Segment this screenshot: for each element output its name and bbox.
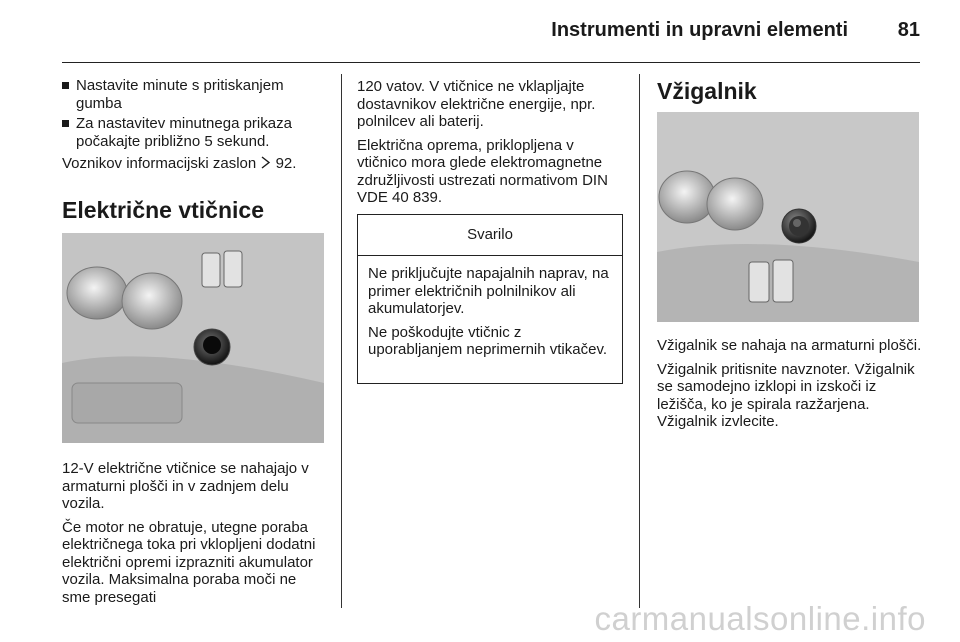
column-1-lower — [62, 460, 324, 606]
paragraph: Če motor ne obratuje, utegne poraba električnega toka pri vklopljeni dodatni električni opremi izprazniti akumulator vozila. Maksimalna poraba moči ne sme presegati — [62, 518, 316, 606]
bullet-text: Za nastavitev minutnega prikaza počakajte približno 5 sekund. — [76, 115, 292, 150]
column-2 — [357, 78, 625, 207]
column-divider — [639, 74, 640, 608]
watermark: carmanualsonline.info — [594, 600, 926, 637]
bullet-square-icon — [62, 82, 69, 89]
crossref-arrow-icon — [260, 156, 271, 174]
page-number: 81 — [897, 19, 920, 41]
warning-title: Svarilo — [358, 215, 622, 256]
paragraph: Električna oprema, priklopljena v vtičnico mora glede elektromagnetne združljivosti ustrezati normativom DIN VDE 40 839. — [357, 136, 608, 206]
paragraph: Vžigalnik se nahaja na armaturni plošči. — [657, 337, 922, 354]
bullet-square-icon — [62, 120, 69, 127]
column-divider — [341, 74, 342, 608]
paragraph: 12-V električne vtičnice se nahajajo v armaturni plošči in v zadnjem delu vozila. — [62, 460, 309, 512]
bullet-text: Nastavite minute s pritiskanjem gumba — [76, 77, 284, 112]
page-header — [62, 0, 920, 63]
bullet-item — [62, 77, 324, 112]
paragraph: Vžigalnik pritisnite navznoter. Vžigalnik se samodejno izklopi in izskoči iz ležišča, ko je spirala razžarjena. Vžigalnik izvlecite. — [657, 360, 915, 430]
bullet-item — [62, 115, 324, 150]
paragraph: 120 vatov. V vtičnice ne vklapljajte dostavnikov električne energije, npr. polnilcev ali baterij. — [357, 78, 596, 130]
warning-text: Ne poškodujte vtičnic z uporabljanjem neprimernih vtikačev. — [368, 323, 608, 358]
column-1 — [62, 62, 324, 223]
column-3 — [657, 78, 922, 104]
crossref-page: 92. — [275, 155, 297, 172]
section-heading: Vžigalnik — [657, 78, 757, 104]
section-heading: Električne vtičnice — [62, 196, 264, 223]
warning-body — [358, 256, 622, 359]
power-outlet-image — [62, 233, 324, 443]
crossref-line — [62, 155, 324, 174]
column-3-lower — [657, 337, 922, 431]
warning-box — [357, 214, 623, 384]
header-title: Instrumenti in upravni elementi — [551, 19, 848, 41]
cigarette-lighter-image — [657, 112, 919, 322]
crossref-text: Voznikov informacijski zaslon — [62, 155, 257, 172]
warning-text: Ne priključujte napajalnih naprav, na primer električnih polnilnikov ali akumulatorjev. — [368, 265, 609, 317]
